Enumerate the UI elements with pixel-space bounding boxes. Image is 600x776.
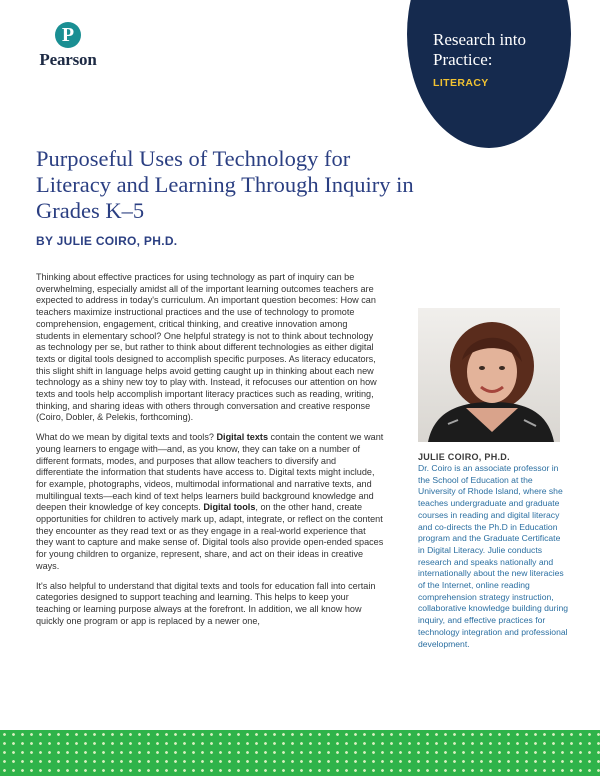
author-bio-text: Dr. Coiro is an associate professor in the School of Education at the University of Rhode Island, where she teaches undergraduate and graduate courses in reading and digital literacy and co-directs the Ph.D in Education program and the Graduate Certificate in Digital Literacy. Julie conducts research and speaks nationally and internationally about the new literacies of the Internet, online reading comprehension strategy instruction, collaborative knowledge building during inquiry, and effective practices for technology integration and professional development. [418, 463, 569, 649]
article-body [36, 272, 384, 635]
author-name: JULIE COIRO, PH.D. [418, 452, 510, 462]
series-subject: LITERACY [433, 77, 489, 89]
author-bio [418, 452, 568, 650]
author-photo [418, 308, 560, 442]
paragraph-1: Thinking about effective practices for using technology as part of inquiry can be overwhelming, especially amidst all of the important learning outcomes teachers are expected to address in today's curriculum. An important question becomes: How can teachers maximize instructional practices and the use of technology to promote comprehension, engagement, critical thinking, and creative innovation among students in elementary school? One helpful strategy is not to think about technology as technology per se, but rather to think about different technologies as either digital texts or digital tools designed to accomplish specific purposes. As literacy educators, this slight shift in language helps avoid getting caught up in thinking about each new technology as a shiny new toy to play with. Instead, it refocuses our attention on how texts and tools help accomplish important literacy practices such as reading, writing, thinking, and sharing ideas with others through conversation and creative response (Coiro, Dobler, & Pelekis, forthcoming). [36, 272, 377, 423]
series-badge [407, 0, 571, 148]
decorative-dot-band [0, 730, 600, 776]
pearson-wordmark: Pearson [39, 50, 97, 69]
paragraph-3: It's also helpful to understand that digital texts and tools for education fall into certain categories designed to support teaching and learning. This helps to keep your teaching or learning purpose always at the forefront. In addition, we all know how quickly one program or app is replaced by a newer one, [36, 580, 376, 626]
pearson-logo [36, 22, 100, 70]
paragraph-2: What do we mean by digital texts and tools? Digital texts contain the content we want young learners to engage with—and, as you know, they can take on a number of different formats, modes, and purposes that allow teachers to diversify and differentiate the information that students have access to. Digital texts might include, for example, photographs, videos, multimodal informational and narrative texts, and multilingual texts—each kind of text helps learners build background knowledge and deepen their knowledge of key concepts. Digital tools, on the other hand, create opportunities for children to actively mark up, adapt, integrate, or reflect on the content they encounter as they read text or as they engage in a real-world experience that they want to capture and make sense of. Digital tools also provide open-ended spaces for young children to organize, represent, share, and act on their ideas in creative ways. [36, 432, 384, 571]
article-byline: BY JULIE COIRO, PH.D. [36, 234, 178, 248]
pearson-logo-mark: P [55, 22, 81, 48]
article-title: Purposeful Uses of Technology for Literacy and Learning Through Inquiry in Grades K–5 [36, 146, 414, 223]
series-title: Research into Practice: [433, 30, 526, 69]
